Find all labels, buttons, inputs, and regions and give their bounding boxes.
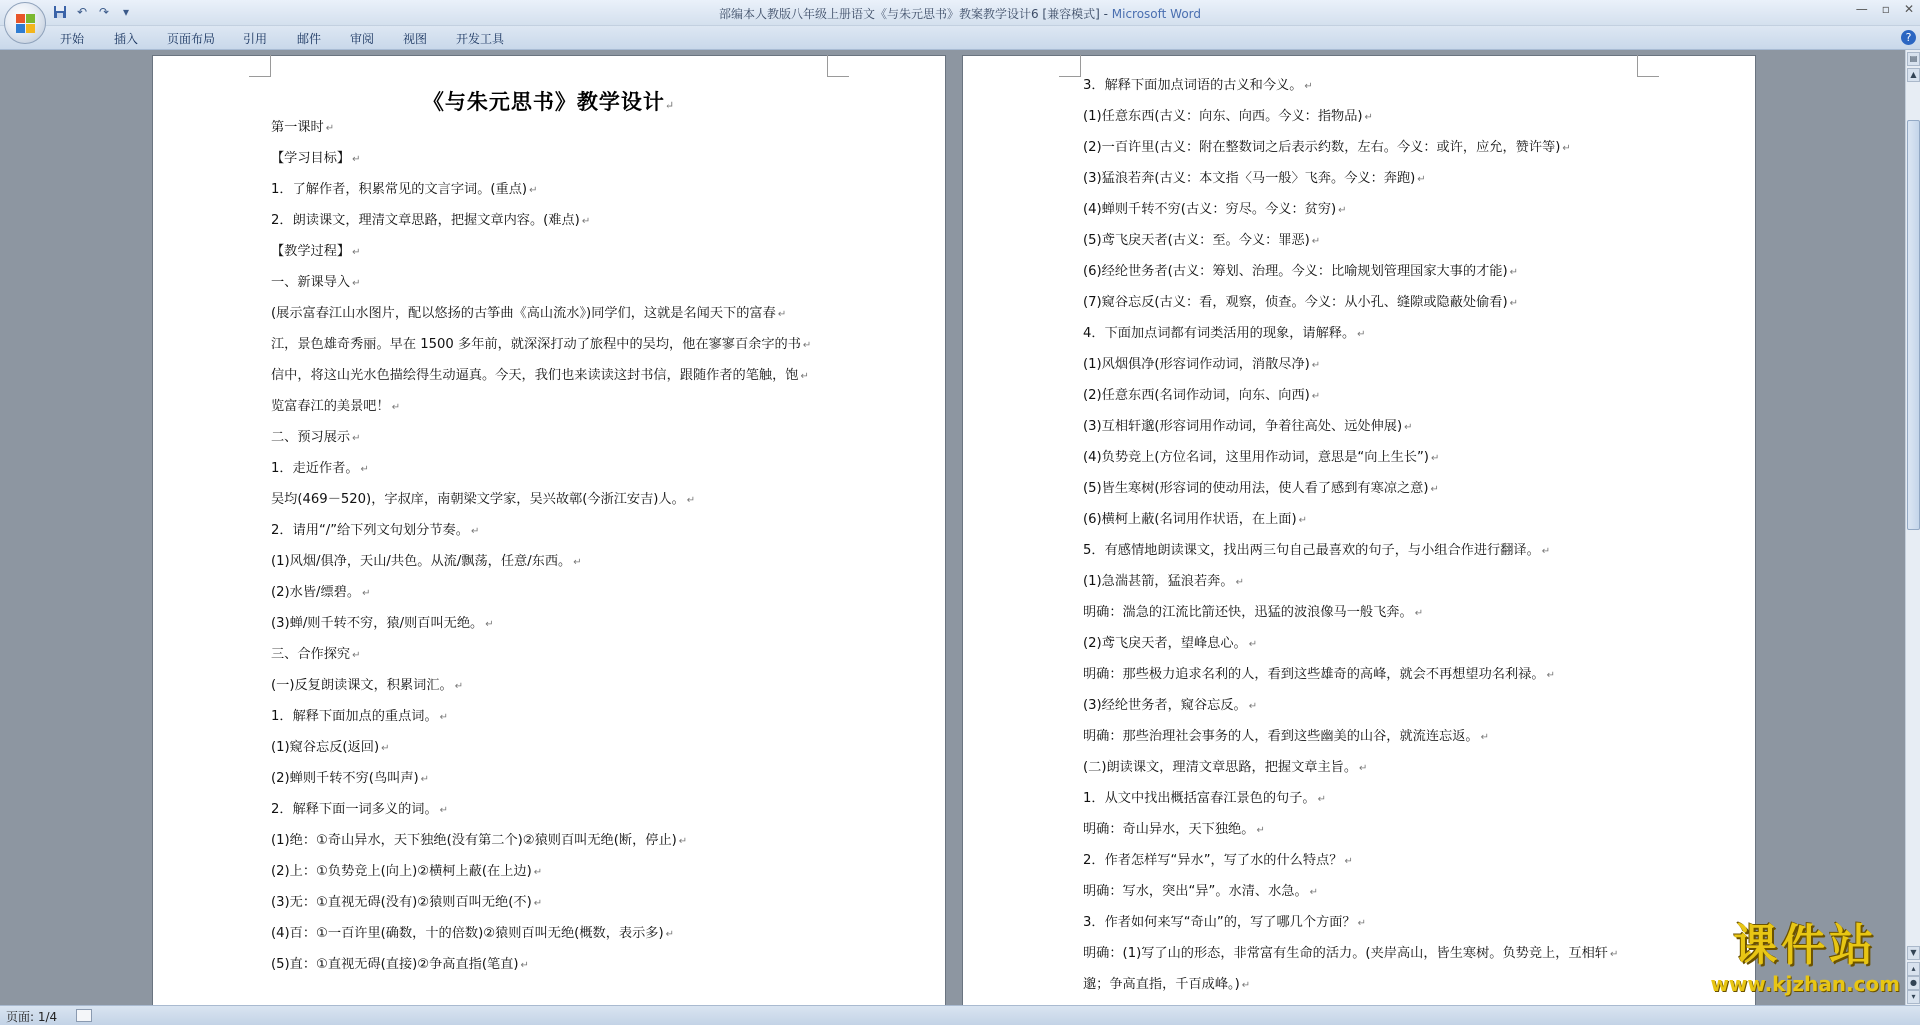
paragraph-line: 3．解释下面加点词语的古义和今义。 ↵ xyxy=(1083,70,1618,101)
tab-insert[interactable]: 插入 xyxy=(114,32,139,46)
tab-review[interactable]: 审阅 xyxy=(350,32,375,46)
paragraph-line: 1．走近作者。 ↵ xyxy=(271,453,811,484)
paragraph-line: (4)百：①一百许里(确数，十的倍数)②猿则百叫无绝(概数，表示多) ↵ xyxy=(271,918,811,949)
document-page-1[interactable] xyxy=(152,55,946,1005)
paragraph-line: (6)横柯上蔽(名词用作状语，在上面) ↵ xyxy=(1083,504,1618,535)
help-icon[interactable]: ? xyxy=(1901,30,1916,45)
scrollbar-thumb[interactable] xyxy=(1907,120,1920,530)
paragraph-line: 明确：奇山异水，天下独绝。 ↵ xyxy=(1083,814,1618,845)
page-count-status[interactable]: 页面: 1/4 xyxy=(6,1010,58,1024)
paragraph-line: (一)反复朗读课文，积累词汇。 ↵ xyxy=(271,670,811,701)
paragraph-line: 三、合作探究 ↵ xyxy=(271,639,811,670)
paragraph-line: (展示富春江山水图片，配以悠扬的古筝曲《高山流水》)同学们，这就是名闻天下的富春 ↵ xyxy=(271,298,811,329)
paragraph-line: 览富春江的美景吧！ ↵ xyxy=(271,391,811,422)
paragraph-line: 明确：写水，突出“异”。水清、水急。 ↵ xyxy=(1083,876,1618,907)
paragraph-line: (5)直：①直视无碍(直接)②争高直指(笔直) ↵ xyxy=(271,949,811,980)
page-2-text xyxy=(1083,70,1618,1000)
paragraph-line: (2)上：①负势竞上(向上)②横柯上蔽(在上边) ↵ xyxy=(271,856,811,887)
paragraph-line: 邈；争高直指，千百成峰。) ↵ xyxy=(1083,969,1618,1000)
select-browse-object-icon[interactable]: ● xyxy=(1907,976,1920,990)
paragraph-line: (4)蝉则千转不穷(古义：穷尽。今义：贫穷) ↵ xyxy=(1083,194,1618,225)
paragraph-line: 第一课时 ↵ xyxy=(271,112,811,143)
customize-qat-icon[interactable]: ▾ xyxy=(122,5,130,19)
paragraph-line: (3)互相轩邈(形容词用作动词，争着往高处、远处伸展) ↵ xyxy=(1083,411,1618,442)
paragraph-line: (1)风烟俱净(形容词作动词，消散尽净) ↵ xyxy=(1083,349,1618,380)
crop-mark xyxy=(1637,55,1659,77)
paragraph-line: 一、新课导入 ↵ xyxy=(271,267,811,298)
paragraph-line: 明确：(1)写了山的形态，非常富有生命的活力。(夹岸高山，皆生寒树。负势竞上，互相轩 ↵ xyxy=(1083,938,1618,969)
paragraph-line: (5)皆生寒树(形容词的使动用法，使人看了感到有寒凉之意) ↵ xyxy=(1083,473,1618,504)
redo-icon[interactable]: ↷ xyxy=(98,5,110,19)
paragraph-line: (二)朗读课文，理清文章思路，把握文章主旨。 ↵ xyxy=(1083,752,1618,783)
paragraph-line: 2．作者怎样写“异水”，写了水的什么特点？ ↵ xyxy=(1083,845,1618,876)
paragraph-line: 吴均(469－520)，字叔庠，南朝梁文学家，吴兴故鄣(今浙江安吉)人。 ↵ xyxy=(271,484,811,515)
paragraph-line: 明确：那些极力追求名利的人，看到这些雄奇的高峰，就会不再想望功名利禄。 ↵ xyxy=(1083,659,1618,690)
paragraph-line: 2．朗读课文，理清文章思路，把握文章内容。(难点) ↵ xyxy=(271,205,811,236)
paragraph-line: (2)蝉则千转不穷(鸟叫声) ↵ xyxy=(271,763,811,794)
paragraph-line: 5．有感情地朗读课文，找出两三句自己最喜欢的句子，与小组合作进行翻译。 ↵ xyxy=(1083,535,1618,566)
tab-page-layout[interactable]: 页面布局 xyxy=(167,32,216,46)
paragraph-line: (2)鸢飞戾天者，望峰息心。 ↵ xyxy=(1083,628,1618,659)
previous-page-icon[interactable]: ▴ xyxy=(1907,962,1920,976)
paragraph-line: 2．解释下面一词多义的词。 ↵ xyxy=(271,794,811,825)
tab-developer[interactable]: 开发工具 xyxy=(456,32,505,46)
watermark-logo xyxy=(1710,920,1900,996)
paragraph-line: (2)任意东西(名词作动词，向东、向西) ↵ xyxy=(1083,380,1618,411)
paragraph-line: (1)急湍甚箭，猛浪若奔。 ↵ xyxy=(1083,566,1618,597)
paragraph-line: 1．解释下面加点的重点词。 ↵ xyxy=(271,701,811,732)
title-bar xyxy=(0,0,1920,26)
paragraph-line: (1)任意东西(古义：向东、向西。今义：指物品) ↵ xyxy=(1083,101,1618,132)
paragraph-line: (2)水皆/缥碧。 ↵ xyxy=(271,577,811,608)
watermark-url: www.kjzhan.com xyxy=(1710,972,1900,996)
crop-mark xyxy=(827,55,849,77)
paragraph-line: (3)经纶世务者，窥谷忘反。 ↵ xyxy=(1083,690,1618,721)
paragraph-line: (3)无：①直视无碍(没有)②猿则百叫无绝(不) ↵ xyxy=(271,887,811,918)
close-icon[interactable]: ✕ xyxy=(1903,2,1914,16)
tab-references[interactable]: 引用 xyxy=(243,32,268,46)
paragraph-line: 【学习目标】 ↵ xyxy=(271,143,811,174)
document-title: 部编本人教版八年级上册语文《与朱元思书》教案教学设计6 [兼容模式] - xyxy=(718,7,1112,21)
ribbon-tabs xyxy=(0,26,1920,50)
paragraph-line: 2．请用“/”给下列文句划分节奏。 ↵ xyxy=(271,515,811,546)
proofing-status-icon[interactable] xyxy=(76,1009,92,1022)
paragraph-line: (3)蝉/则千转不穷，猿/则百叫无绝。 ↵ xyxy=(271,608,811,639)
office-button[interactable] xyxy=(4,2,46,44)
paragraph-line: 二、预习展示 ↵ xyxy=(271,422,811,453)
paragraph-line: 信中，将这山光水色描绘得生动逼真。今天，我们也来读读这封书信，跟随作者的笔触，饱 ↵ xyxy=(271,360,811,391)
document-title-heading: 《与朱元思书》教学设计↵ xyxy=(422,89,676,114)
window-title xyxy=(0,5,1920,22)
paragraph-line: (4)负势竞上(方位名词，这里用作动词，意思是“向上生长”) ↵ xyxy=(1083,442,1618,473)
paragraph-line: 明确：湍急的江流比箭还快，迅猛的波浪像马一般飞奔。 ↵ xyxy=(1083,597,1618,628)
paragraph-line: (3)猛浪若奔(古义：本文指〈马一般〉飞奔。今义：奔跑) ↵ xyxy=(1083,163,1618,194)
paragraph-line: (7)窥谷忘反(古义：看，观察，侦查。今义：从小孔、缝隙或隐蔽处偷看) ↵ xyxy=(1083,287,1618,318)
paragraph-line: 【教学过程】 ↵ xyxy=(271,236,811,267)
next-page-icon[interactable]: ▾ xyxy=(1907,990,1920,1004)
paragraph-line: 4．下面加点词都有词类活用的现象，请解释。 ↵ xyxy=(1083,318,1618,349)
paragraph-line: (5)鸢飞戾天者(古义：至。今义：罪恶) ↵ xyxy=(1083,225,1618,256)
crop-mark xyxy=(249,55,271,77)
document-workspace xyxy=(0,50,1905,1005)
paragraph-line: 3．作者如何来写“奇山”的，写了哪几个方面？ ↵ xyxy=(1083,907,1618,938)
minimize-icon[interactable]: — xyxy=(1855,2,1868,16)
scroll-down-icon[interactable]: ▼ xyxy=(1907,946,1920,960)
watermark-text: 课件站 xyxy=(1733,920,1878,971)
undo-icon[interactable]: ↶ xyxy=(76,5,88,19)
paragraph-line: 1．了解作者，积累常见的文言字词。(重点) ↵ xyxy=(271,174,811,205)
paragraph-line: 1．从文中找出概括富春江景色的句子。 ↵ xyxy=(1083,783,1618,814)
paragraph-line: (1)风烟/俱净，天山/共色。从流/飘荡，任意/东西。 ↵ xyxy=(271,546,811,577)
maximize-icon[interactable]: ▫ xyxy=(1881,2,1890,16)
app-name: Microsoft Word xyxy=(1111,7,1202,21)
office-logo-icon xyxy=(16,14,36,34)
vertical-scrollbar[interactable] xyxy=(1905,50,1920,1005)
crop-mark xyxy=(1059,55,1081,77)
paragraph-line: (1)绝：①奇山异水，天下独绝(没有第二个)②猿则百叫无绝(断，停止) ↵ xyxy=(271,825,811,856)
document-page-2[interactable] xyxy=(962,55,1756,1005)
paragraph-line: (1)窥谷忘反(返回) ↵ xyxy=(271,732,811,763)
paragraph-line: 江，景色雄奇秀丽。早在 1500 多年前，就深深打动了旅程中的吴均，他在寥寥百余字的书 ↵ xyxy=(271,329,811,360)
tab-view[interactable]: 视图 xyxy=(403,32,428,46)
scroll-up-icon[interactable]: ▲ xyxy=(1907,68,1920,82)
tab-mailings[interactable]: 邮件 xyxy=(297,32,322,46)
status-bar xyxy=(0,1005,1920,1025)
ruler-toggle-icon[interactable]: ▤ xyxy=(1907,52,1920,66)
paragraph-line: (6)经纶世务者(古义：筹划、治理。今义：比喻规划管理国家大事的才能) ↵ xyxy=(1083,256,1618,287)
paragraph-line: (2)一百许里(古义：附在整数词之后表示约数，左右。今义：或许，应允，赞许等) ↵ xyxy=(1083,132,1618,163)
page-1-text xyxy=(271,112,811,980)
window-controls xyxy=(1856,2,1914,16)
tab-home[interactable]: 开始 xyxy=(60,32,85,46)
paragraph-line: 明确：那些治理社会事务的人，看到这些幽美的山谷，就流连忘返。 ↵ xyxy=(1083,721,1618,752)
